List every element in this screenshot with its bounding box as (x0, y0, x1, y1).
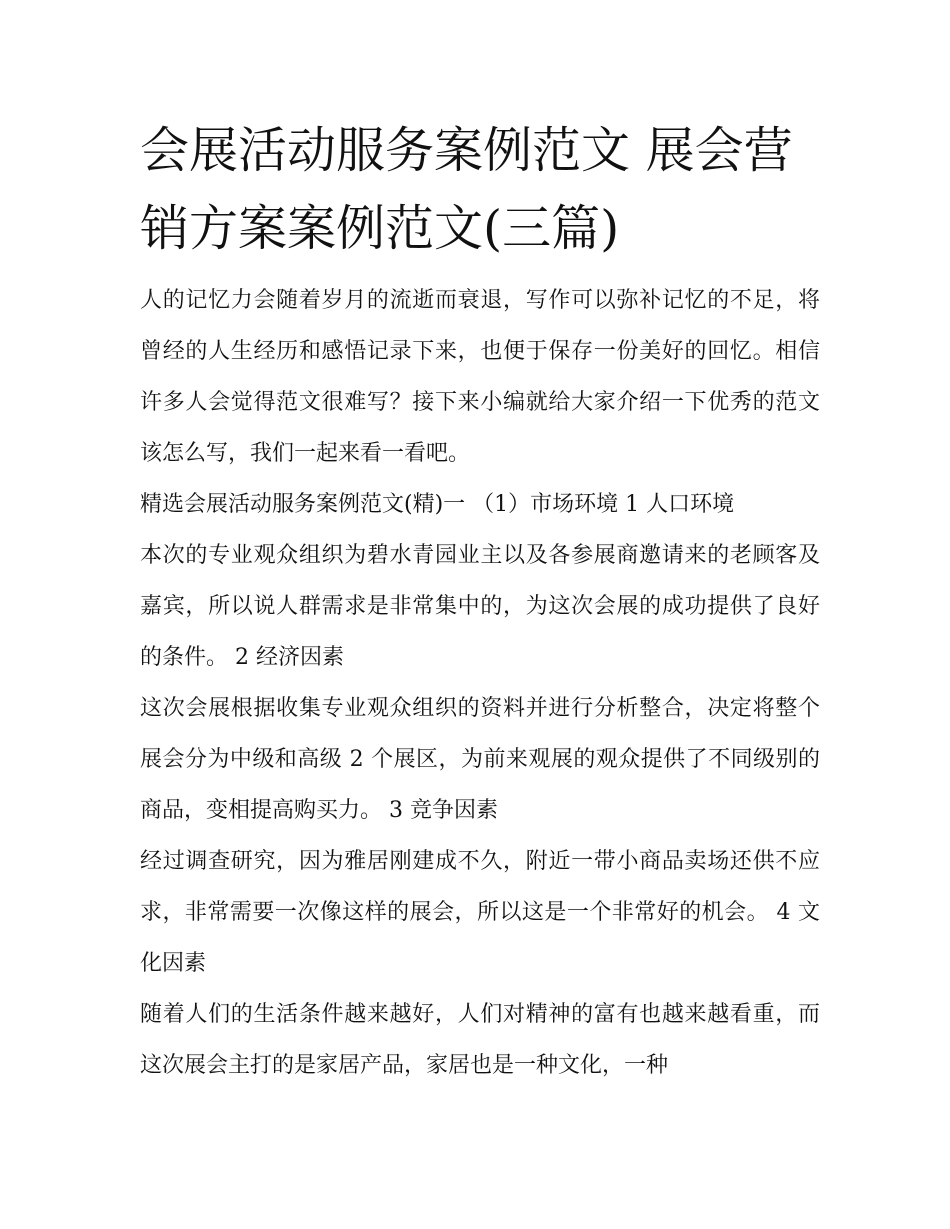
paragraph-culture: 随着人们的生活条件越来越好，人们对精神的富有也越来越看重，而这次展会主打的是家居产品，家居也是一种文化，一种 (140, 1002, 820, 1078)
paragraph-section-heading: 精选会展活动服务案例范文(精)一 （1）市场环境 1 人口环境 (140, 492, 735, 517)
document-body (140, 275, 820, 1091)
document-title: 会展活动服务案例范文 展会营销方案案例范文(三篇) (140, 122, 793, 257)
paragraph-population: 本次的专业观众组织为碧水青园业主以及各参展商邀请来的老顾客及嘉宾，所以说人群需求是非常集中的，为这次会展的成功提供了良好的条件。 2 经济因素 (140, 543, 820, 670)
paragraph-competition: 经过调查研究，因为雅居刚建成不久，附近一带小商品卖场还供不应求，非常需要一次像这样的展会，所以这是一个非常好的机会。 4 文化因素 (140, 849, 820, 976)
paragraph-economy: 这次会展根据收集专业观众组织的资料并进行分析整合，决定将整个展会分为中级和高级 2 个展区，为前来观展的观众提供了不同级别的商品，变相提高购买力。 3 竞争因素 (140, 696, 820, 823)
paragraph-intro: 人的记忆力会随着岁月的流逝而衰退，写作可以弥补记忆的不足，将曾经的人生经历和感悟记录下来，也便于保存一份美好的回忆。相信许多人会觉得范文很难写？接下来小编就给大家介绍一下优秀的范文该怎么写，我们一起来看一看吧。 (140, 288, 820, 466)
